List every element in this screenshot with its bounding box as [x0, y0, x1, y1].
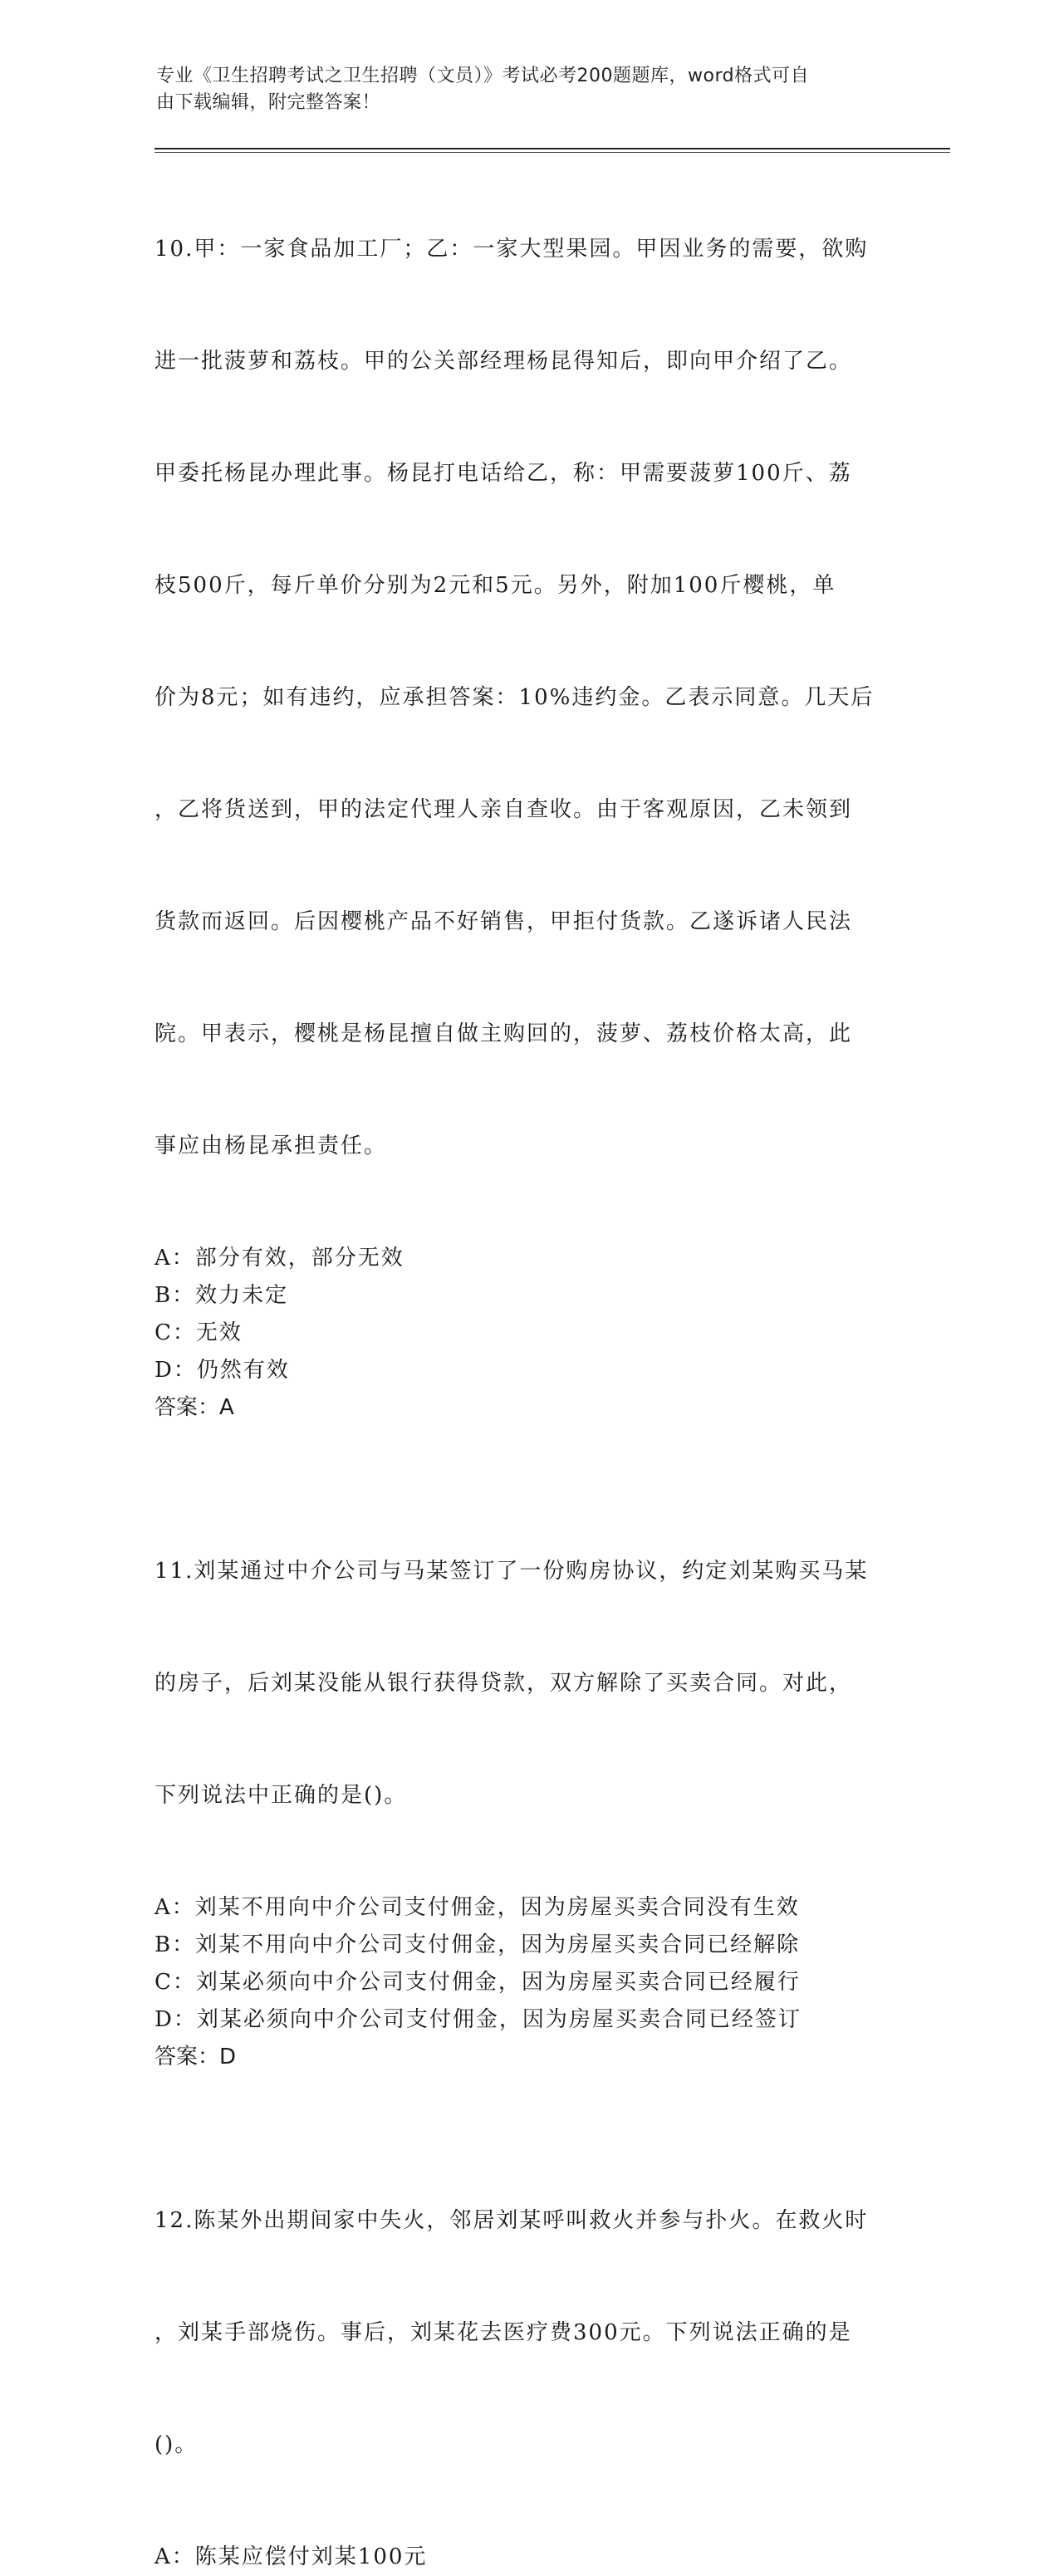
question-text-line: 货款而返回。后因樱桃产品不好销售，甲拒付货款。乙遂诉诸人民法	[154, 909, 853, 934]
option-a: A：陈某应偿付刘某100元	[154, 2544, 428, 2569]
question-11	[154, 1478, 902, 2076]
option-a: A：部分有效，部分无效	[154, 1246, 404, 1271]
header-divider-thin	[154, 152, 950, 153]
answer-label: 答案：D	[154, 2045, 237, 2069]
question-text-line: ()。	[154, 2432, 199, 2457]
header-line-2: 由下载编辑，附完整答案！	[156, 92, 381, 113]
question-text-line: 事应由杨昆承担责任。	[154, 1134, 388, 1158]
option-b: B：效力未定	[154, 1283, 289, 1308]
question-text-line: 11.刘某通过中介公司与马某签订了一份购房协议，约定刘某购买马某	[154, 1559, 869, 1584]
answer-label: 答案：A	[154, 1395, 234, 1420]
header-divider-thick	[154, 148, 950, 149]
question-text-line: 10.甲：一家食品加工厂；乙：一家大型果园。甲因业务的需要，欲购	[154, 237, 869, 262]
option-d: D：刘某必须向中介公司支付佣金，因为房屋买卖合同已经签订	[154, 2007, 802, 2032]
header-line-1: 专业《卫生招聘考试之卫生招聘（文员）》考试必考200题题库，word格式可自	[156, 66, 810, 86]
question-text-line: 甲委托杨昆办理此事。杨昆打电话给乙，称：甲需要菠萝100斤、荔	[154, 461, 852, 486]
question-11-text	[154, 1478, 902, 1889]
question-text-line: 的房子，后刘某没能从银行获得贷款，双方解除了买卖合同。对此，	[154, 1671, 853, 1696]
question-text-line: ，乙将货送到，甲的法定代理人亲自查收。由于客观原因，乙未领到	[154, 797, 853, 822]
question-text-line: ，刘某手部烧伤。事后，刘某花去医疗费300元。下列说法正确的是	[154, 2320, 852, 2345]
question-12-text	[154, 2128, 902, 2539]
question-10-text	[154, 156, 902, 1240]
option-d: D：仍然有效	[154, 1358, 290, 1383]
question-12	[154, 2128, 902, 2576]
option-c: C：刘某必须向中介公司支付佣金，因为房屋买卖合同已经履行	[154, 1970, 801, 1995]
question-spacer	[154, 2076, 902, 2128]
option-c: C：无效	[154, 1320, 243, 1345]
question-spacer	[154, 1427, 902, 1478]
question-text-line: 12.陈某外出期间家中失火，邻居刘某呼叫救火并参与扑火。在救火时	[154, 2208, 869, 2233]
question-list	[154, 156, 902, 2576]
question-text-line: 院。甲表示，樱桃是杨昆擅自做主购回的，菠萝、荔枝价格太高，此	[154, 1021, 853, 1046]
question-text-line: 进一批菠萝和荔枝。甲的公关部经理杨昆得知后，即向甲介绍了乙。	[154, 349, 853, 374]
question-10	[154, 156, 902, 1427]
document-header	[156, 63, 904, 116]
question-text-line: 下列说法中正确的是()。	[154, 1783, 408, 1808]
question-text-line: 枝500斤，每斤单价分别为2元和5元。另外，附加100斤樱桃，单	[154, 573, 836, 598]
option-a: A：刘某不用向中介公司支付佣金，因为房屋买卖合同没有生效	[154, 1895, 800, 1920]
question-text-line: 价为8元；如有违约，应承担答案：10%违约金。乙表示同意。几天后	[154, 685, 875, 710]
option-b: B：刘某不用向中介公司支付佣金，因为房屋买卖合同已经解除	[154, 1932, 801, 1957]
